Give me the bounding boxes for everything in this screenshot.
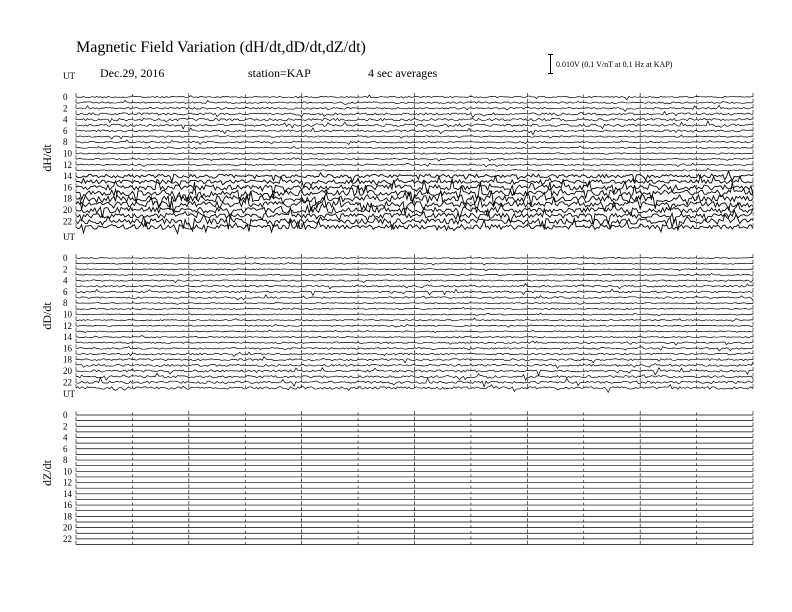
- dz-hour-label: 10: [63, 466, 72, 477]
- dh-hour-label: 16: [63, 182, 72, 193]
- dd-hour-label: 8: [63, 298, 68, 309]
- dz-hour-label: 16: [63, 500, 72, 511]
- dh-hour-label: 8: [63, 137, 68, 148]
- date-label: Dec.29, 2016: [100, 66, 165, 80]
- dd-panel: [40, 232, 753, 392]
- dz-hour-label: 6: [63, 443, 68, 454]
- dd-hour-label: 14: [63, 332, 72, 343]
- dh-hour-label: 18: [63, 193, 72, 204]
- dh-hour-label: 4: [63, 114, 68, 125]
- dz-hour-label: 0: [63, 410, 68, 420]
- dh-ut-label: UT: [63, 71, 75, 81]
- dz-hour-label: 18: [63, 511, 72, 522]
- dh-hour-label: 10: [63, 148, 72, 159]
- dd-hour-label: 18: [63, 354, 72, 365]
- dd-hour-label: 12: [63, 320, 72, 331]
- dh-hour-label: 0: [63, 92, 68, 102]
- dz-hour-label: 20: [63, 522, 72, 533]
- chart-title: Magnetic Field Variation (dH/dt,dD/dt,dZ/dt): [76, 39, 366, 56]
- dh-trace: [76, 207, 753, 225]
- dd-ut-label: UT: [63, 232, 75, 242]
- dd-axis-label: dD/dt: [40, 302, 54, 330]
- dh-trace: [76, 153, 753, 155]
- dh-hour-label: 14: [63, 171, 72, 182]
- dd-hour-label: 2: [63, 264, 68, 275]
- dz-hour-label: 8: [63, 455, 68, 466]
- dh-hour-label: 20: [63, 205, 72, 215]
- dd-hour-label: 10: [63, 309, 72, 320]
- dd-hour-label: 0: [63, 253, 68, 263]
- dh-hour-label: 6: [63, 125, 68, 136]
- dh-hour-label: 22: [63, 216, 72, 227]
- dz-hour-label: 22: [63, 533, 72, 544]
- dd-trace: [76, 268, 753, 271]
- dd-hour-label: 16: [63, 343, 72, 354]
- dd-trace: [76, 303, 753, 305]
- station-label: station=KAP: [248, 66, 311, 80]
- scale-label: 0.010V (0.1 V/nT at 0.1 Hz at KAP): [556, 60, 673, 69]
- dd-hour-label: 20: [63, 366, 72, 376]
- dz-axis-label: dZ/dt: [40, 460, 54, 486]
- dh-panel: [40, 71, 753, 234]
- dd-hour-label: 4: [63, 275, 68, 286]
- dh-hour-label: 2: [63, 103, 68, 114]
- dz-hour-label: 14: [63, 488, 72, 499]
- dd-hour-label: 22: [63, 377, 72, 388]
- dz-ut-label: UT: [63, 389, 75, 399]
- dh-hour-label: 12: [63, 159, 72, 170]
- dh-axis-label: dH/dt: [40, 144, 54, 172]
- dz-hour-label: 12: [63, 477, 72, 488]
- dz-hour-label: 4: [63, 432, 68, 443]
- dz-hour-label: 2: [63, 421, 68, 432]
- dd-hour-label: 6: [63, 286, 68, 297]
- dz-panel: [40, 389, 753, 544]
- averaging-label: 4 sec averages: [368, 66, 438, 80]
